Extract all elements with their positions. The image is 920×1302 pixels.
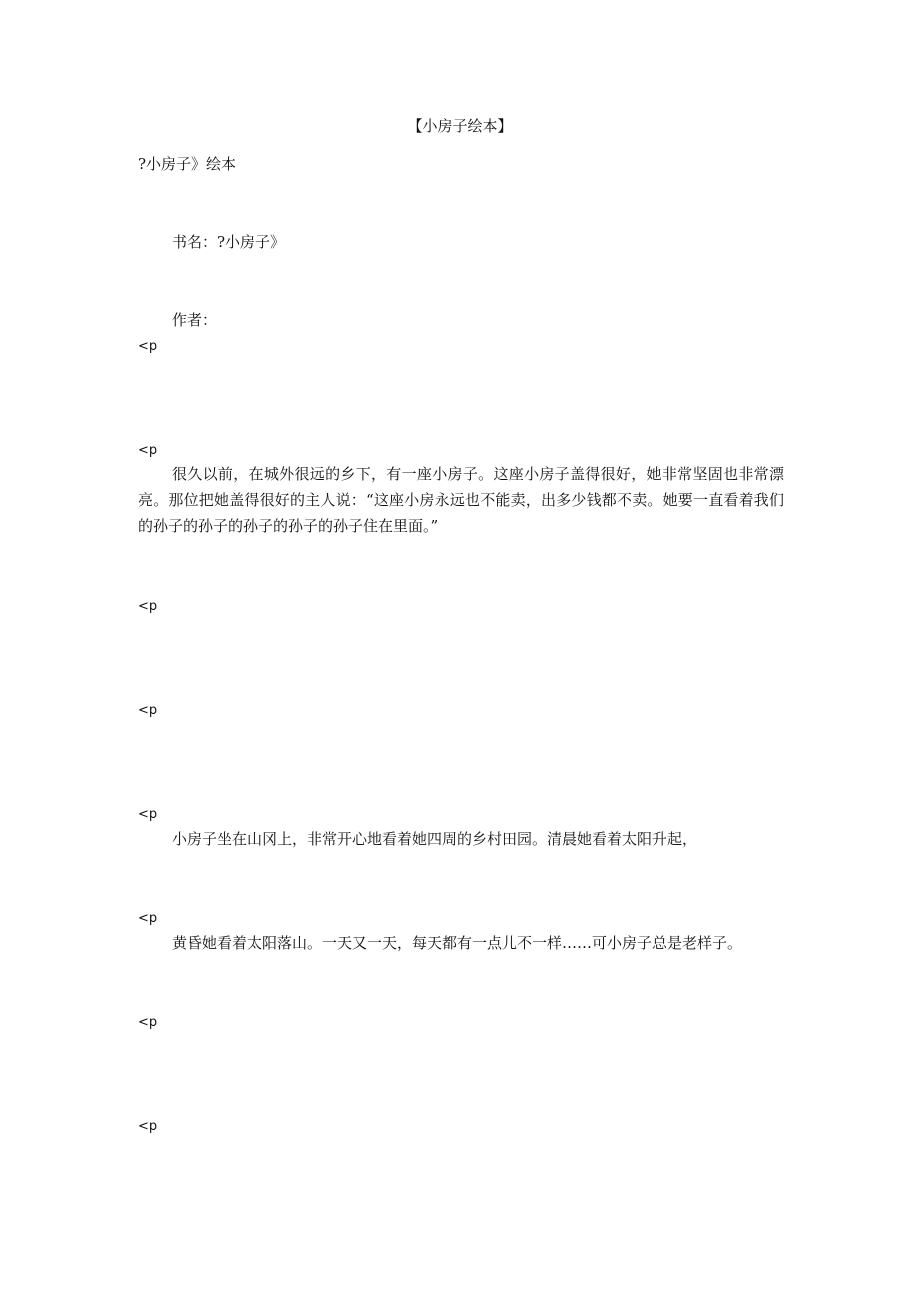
book-name-line: 书名：?小房子》 (172, 233, 286, 251)
paragraph-marker: <p (138, 599, 158, 614)
paragraph-marker: <p (138, 703, 158, 718)
paragraph-marker: <p (138, 443, 158, 458)
paragraph-sunrise: 小房子坐在山冈上，非常开心地看着她四周的乡村田园。清晨她看着太阳升起， (172, 830, 698, 848)
paragraph-marker: <p (138, 807, 158, 822)
paragraph-marker: <p (138, 339, 158, 354)
paragraph-marker: <p (138, 1015, 158, 1030)
paragraph-marker: <p (138, 1119, 158, 1134)
document-title: 【小房子绘本】 (407, 117, 513, 135)
paragraph-sunset: 黄昏她看着太阳落山。一天又一天，每天都有一点儿不一样……可小房子总是老样子。 (172, 934, 743, 952)
document-subtitle: ?小房子》绘本 (138, 155, 237, 173)
paragraph-intro: 很久以前，在城外很远的乡下，有一座小房子。这座小房子盖得很好，她非常坚固也非常漂亮。那位把她盖得很好的主人说：“这座小房永远也不能卖，出多少钱都不卖。她要一直看着我们的孙子的孙子的孙子的孙子的孙子住在里面。” (138, 465, 784, 535)
paragraph-marker: <p (138, 911, 158, 926)
author-line: 作者： (172, 311, 218, 329)
